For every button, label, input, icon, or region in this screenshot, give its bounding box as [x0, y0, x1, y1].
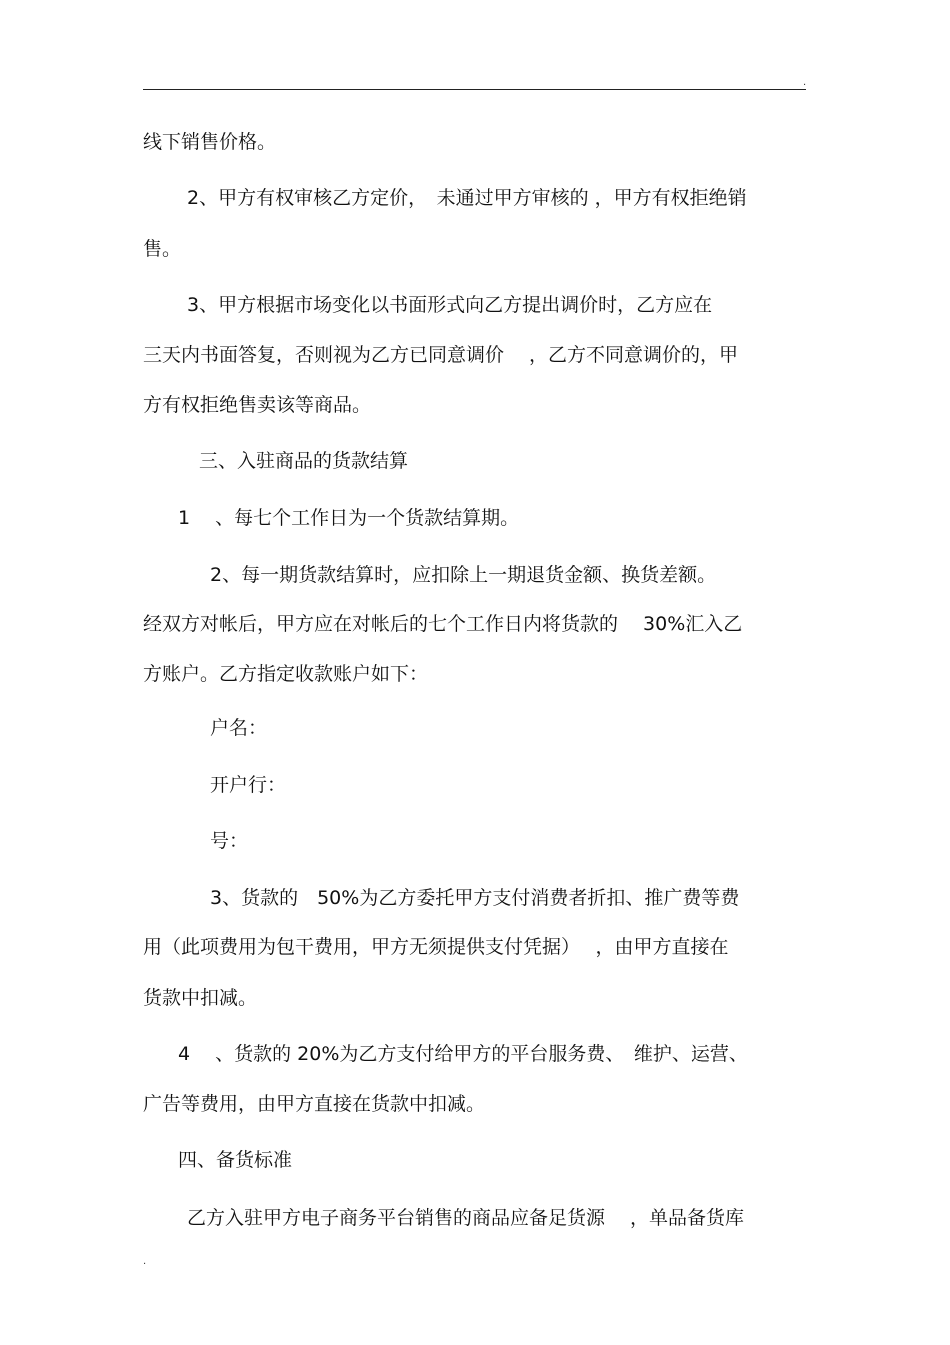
- text-line: 1 、每七个工作日为一个货款结算期。: [178, 507, 520, 529]
- text-line: 货款中扣减。: [143, 987, 258, 1009]
- text-line: 三天内书面答复，否则视为乙方已同意调价 ，乙方不同意调价的，甲: [143, 344, 739, 366]
- text-line: 4 、货款的 20%为乙方支付给甲方的平台服务费、 维护、运营、: [178, 1043, 748, 1065]
- text-line: 用（此项费用为包干费用，甲方无须提供支付凭据） ，由甲方直接在: [143, 936, 729, 958]
- text-line: 线下销售价格。: [143, 131, 277, 153]
- text-line: 乙方入驻甲方电子商务平台销售的商品应备足货源 ，单品备货库: [187, 1207, 745, 1229]
- text-line: 经双方对帐后，甲方应在对帐后的七个工作日内将货款的 30%汇入乙: [143, 613, 743, 635]
- bank-label: 开户行：: [210, 774, 287, 796]
- text-line: 售。: [143, 238, 182, 260]
- header-rule: [143, 89, 806, 90]
- text-line: 3、货款的 50%为乙方委托甲方支付消费者折扣、推广费等费: [210, 887, 740, 909]
- text-line: 2、甲方有权审核乙方定价， 未通过甲方审核的 ，甲方有权拒绝销: [187, 187, 747, 209]
- section-heading: 三、入驻商品的货款结算: [199, 450, 409, 472]
- text-line: 方有权拒绝售卖该等商品。: [143, 394, 372, 416]
- account-number-label: 号：: [210, 830, 249, 852]
- text-line: 2、每一期货款结算时，应扣除上一期退货金额、换货差额。: [210, 564, 717, 586]
- text-line: 广告等费用，由甲方直接在货款中扣减。: [143, 1093, 486, 1115]
- header-dot: .: [803, 77, 807, 88]
- section-heading: 四、备货标准: [178, 1149, 293, 1171]
- text-line: 方账户。乙方指定收款账户如下：: [143, 663, 429, 685]
- footer-dot: .: [143, 1256, 147, 1267]
- text-line: 3、甲方根据市场变化以书面形式向乙方提出调价时，乙方应在: [187, 294, 713, 316]
- account-name-label: 户名：: [210, 717, 268, 739]
